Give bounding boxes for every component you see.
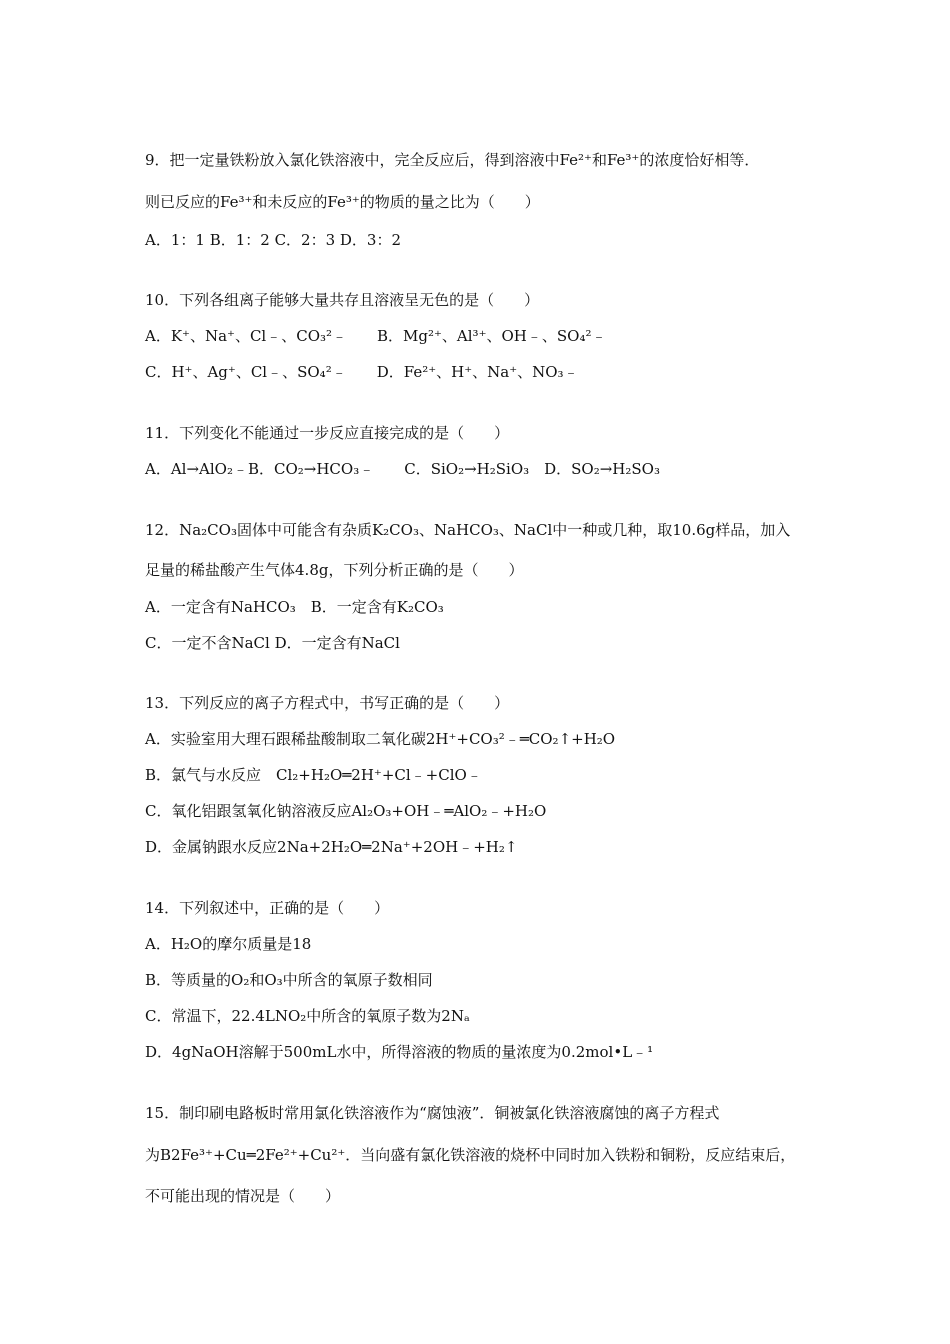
q13-stem: 13．下列反应的离子方程式中，书写正确的是（ ） bbox=[145, 694, 510, 712]
q9-stem-line-1: 9．把一定量铁粉放入氯化铁溶液中，完全反应后，得到溶液中Fe²⁺和Fe³⁺的浓度恰好相等． bbox=[145, 151, 760, 169]
q14-option-d: D．4gNaOH溶解于500mL水中，所得溶液的物质的量浓度为0.2mol•L﹣¹ bbox=[145, 1043, 654, 1061]
q11-options: A．Al→AlO₂﹣B．CO₂→HCO₃﹣ C．SiO₂→H₂SiO₃ D．SO₂→H₂SO₃ bbox=[145, 460, 660, 478]
q11-stem: 11．下列变化不能通过一步反应直接完成的是（ ） bbox=[145, 424, 510, 442]
q13-option-c: C．氧化铝跟氢氧化钠溶液反应Al₂O₃+OH﹣═AlO₂﹣+H₂O bbox=[145, 802, 547, 820]
q10-options-cd: C．H⁺、Ag⁺、Cl﹣、SO₄²﹣ D．Fe²⁺、H⁺、Na⁺、NO₃﹣ bbox=[145, 363, 579, 381]
q15-stem-line-3: 不可能出现的情况是（ ） bbox=[145, 1187, 341, 1205]
q14-option-a: A．H₂O的摩尔质量是18 bbox=[145, 935, 312, 953]
q10-stem: 10．下列各组离子能够大量共存且溶液呈无色的是（ ） bbox=[145, 291, 540, 309]
q14-option-c: C．常温下，22.4LNO₂中所含的氧原子数为2Nₐ bbox=[145, 1007, 470, 1025]
q14-option-b: B．等质量的O₂和O₃中所含的氧原子数相同 bbox=[145, 971, 433, 989]
q14-stem: 14．下列叙述中，正确的是（ ） bbox=[145, 899, 390, 917]
q12-options-ab: A．一定含有NaHCO₃ B．一定含有K₂CO₃ bbox=[145, 598, 444, 616]
q12-stem-line-2: 足量的稀盐酸产生气体4.8g，下列分析正确的是（ ） bbox=[145, 561, 524, 579]
q13-option-a: A．实验室用大理石跟稀盐酸制取二氧化碳2H⁺+CO₃²﹣═CO₂↑+H₂O bbox=[145, 730, 616, 748]
q13-option-b: B．氯气与水反应 Cl₂+H₂O═2H⁺+Cl﹣+ClO﹣ bbox=[145, 766, 482, 784]
q13-option-d: D．金属钠跟水反应2Na+2H₂O═2Na⁺+2OH﹣+H₂↑ bbox=[145, 838, 518, 856]
q9-stem-line-2: 则已反应的Fe³⁺和未反应的Fe³⁺的物质的量之比为（ ） bbox=[145, 193, 540, 211]
q12-stem-line-1: 12．Na₂CO₃固体中可能含有杂质K₂CO₃、NaHCO₃、NaCl中一种或几种，取10.6g样品，加入 bbox=[145, 521, 791, 539]
q12-options-cd: C．一定不含NaCl D．一定含有NaCl bbox=[145, 634, 400, 652]
q9-options: A．1：1 B．1：2 C．2：3 D．3：2 bbox=[145, 231, 402, 249]
q15-stem-line-1: 15．制印刷电路板时常用氯化铁溶液作为“腐蚀液”．铜被氯化铁溶液腐蚀的离子方程式 bbox=[145, 1104, 720, 1122]
q10-options-ab: A．K⁺、Na⁺、Cl﹣、CO₃²﹣ B．Mg²⁺、Al³⁺、OH﹣、SO₄²﹣ bbox=[145, 327, 607, 345]
q15-stem-line-2: 为B2Fe³⁺+Cu═2Fe²⁺+Cu²⁺．当向盛有氯化铁溶液的烧杯中同时加入铁粉和铜粉，反应结束后， bbox=[145, 1146, 796, 1164]
